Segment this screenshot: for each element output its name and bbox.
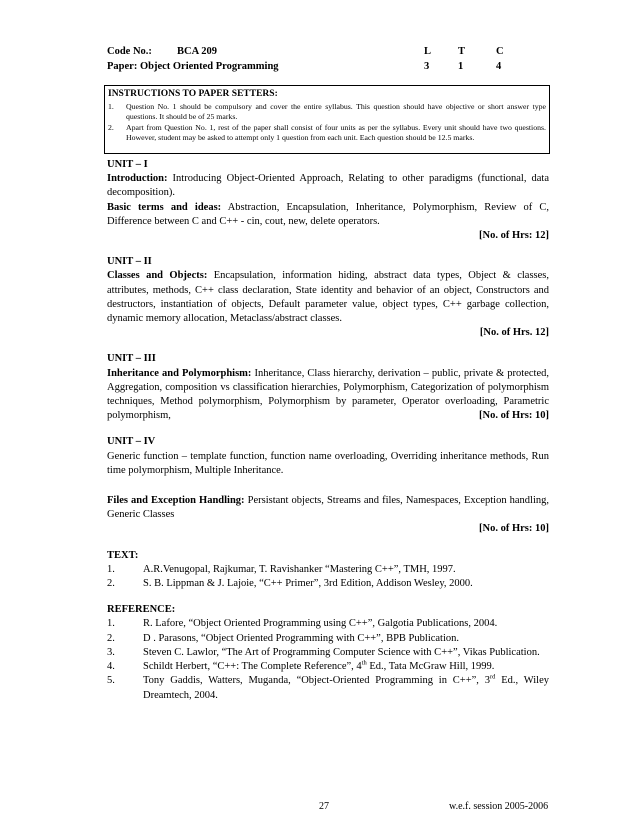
instruction-item <box>108 102 546 122</box>
reference-item <box>107 646 549 660</box>
topic-text: Generic function – template function, function name overloading, Overriding inheritance methods, Run time polymorphism, Multiple Inheritance. <box>107 450 549 476</box>
reference-item <box>107 660 549 674</box>
instructions-box <box>104 85 550 154</box>
superscript: rd <box>489 673 496 681</box>
item-text: S. B. Lippman & J. Lajoie, “C++ Primer”, 3rd Edition, Addison Wesley, 2000. <box>143 578 473 590</box>
topic-label: Introduction: <box>107 173 168 185</box>
item-number: 3. <box>107 646 115 658</box>
code-value: BCA 209 <box>177 46 217 57</box>
item-text: Ed., Wiley Dreamtech, 2004. <box>143 675 549 701</box>
code-label: Code No.: <box>107 46 152 57</box>
superscript: th <box>361 659 367 667</box>
topic-text: Inheritance, Class hierarchy, derivation – public, private & protected, Aggregation, composition vs classification hierarchies, Polymorphism, Categorization of polymorphism techniques, Method polymorphism, Polymorphism by parameter, Operator overloading, Parametric polymorphism, <box>107 367 549 422</box>
item-text: Tony Gaddis, Watters, Muganda, “Object-Oriented Programming in C++”, 3 <box>143 675 490 687</box>
unit-hours: [No. of Hrs: 10] <box>479 523 549 535</box>
item-text: Steven C. Lawlor, “The Art of Programming Computer Science with C++”, Vikas Publication. <box>143 646 540 658</box>
instruction-number: 2. <box>108 123 114 132</box>
topic-text: Persistant objects, Streams and files, Namespaces, Exception handling, Generic Classes <box>107 495 550 521</box>
topic-label: Classes and Objects: <box>107 270 208 282</box>
instruction-item <box>108 123 546 143</box>
unit-title: UNIT – I <box>107 159 148 170</box>
c-value: 4 <box>496 61 502 72</box>
topic-label: Inheritance and Polymorphism: <box>107 367 252 379</box>
paper-title: Paper: Object Oriented Programming <box>107 61 279 72</box>
item-number: 2. <box>107 578 115 590</box>
topic-text: Encapsulation, information hiding, abstract data types, Object & classes, attributes, methods, C++ class declaration, State identity and behavior of an object, Constructors and destructors, instantiation of objects, Default parameter value, object types, C++ garbage collection, dynamic memory allocation, Metaclass/abstract classes. <box>107 270 549 325</box>
topic-text: Introducing Object-Oriented Approach, Relating to other paradigms (functional, data decomposition). <box>107 173 549 199</box>
instructions-title: INSTRUCTIONS TO PAPER SETTERS: <box>108 89 278 99</box>
reference-item <box>107 617 549 631</box>
item-number: 5. <box>107 675 115 687</box>
unit-hours: [No. of Hrs. 12] <box>479 327 549 339</box>
unit-paragraph <box>107 269 549 326</box>
unit-paragraph <box>107 450 549 478</box>
instruction-number: 1. <box>108 102 114 111</box>
unit-title: UNIT – IV <box>107 436 156 448</box>
course-header <box>107 44 527 74</box>
unit-title: UNIT – II <box>107 256 152 268</box>
unit-title: UNIT – III <box>107 353 156 365</box>
item-text: Schildt Herbert, “C++: The Complete Reference”, 4 <box>143 661 362 673</box>
item-number: 1. <box>107 563 115 575</box>
topic-label: Files and Exception Handling: <box>107 495 245 507</box>
paper-row <box>107 59 527 74</box>
t-label: T <box>458 46 466 57</box>
unit-paragraph <box>107 494 549 522</box>
unit-paragraph <box>107 201 549 229</box>
l-label: L <box>424 46 432 57</box>
text-title: TEXT: <box>107 549 139 561</box>
reference-title: REFERENCE: <box>107 604 176 616</box>
reference-item <box>107 632 549 646</box>
instruction-text: Question No. 1 should be compulsory and cover the entire syllabus. This question should have objective or short answer type questions. It should be of 25 marks. <box>126 102 546 121</box>
course-code-row <box>107 44 527 59</box>
text-item <box>107 577 549 591</box>
item-number: 1. <box>107 618 115 630</box>
t-value: 1 <box>458 61 464 72</box>
syllabus-body <box>107 158 549 703</box>
item-number: 2. <box>107 632 115 644</box>
instruction-text: Apart from Question No. 1, rest of the paper shall consist of four units as per the syllabus. Every unit should have two questions. However, student may be asked to attempt only 1 question from each unit. Each question should be 12.5 marks. <box>126 123 546 142</box>
item-text: R. Lafore, “Object Oriented Programming using C++”, Galgotia Publications, 2004. <box>143 618 498 630</box>
l-value: 3 <box>424 61 430 72</box>
unit-paragraph <box>107 367 549 424</box>
item-text: D . Parasons, “Object Oriented Programming with C++”, BPB Publication. <box>143 632 460 644</box>
session-note: w.e.f. session 2005-2006 <box>449 801 549 812</box>
unit-hours: [No. of Hrs: 12] <box>479 230 549 242</box>
item-text: A.R.Venugopal, Rajkumar, T. Ravishanker “Mastering C++”, TMH, 1997. <box>143 563 456 575</box>
topic-text: Abstraction, Encapsulation, Inheritance, Polymorphism, Review of C, Difference between C and C++ - cin, cout, new, delete operators. <box>107 201 549 227</box>
reference-item <box>107 674 549 702</box>
topic-label: Basic terms and ideas: <box>107 201 222 213</box>
c-label: C <box>496 46 504 57</box>
page-number: 27 <box>319 801 329 812</box>
unit-paragraph <box>107 172 549 200</box>
item-text: Ed., Tata McGraw Hill, 1999. <box>366 661 495 673</box>
unit-hours: [No. of Hrs: 10] <box>479 410 549 422</box>
text-item <box>107 563 549 577</box>
item-number: 4. <box>107 661 115 673</box>
